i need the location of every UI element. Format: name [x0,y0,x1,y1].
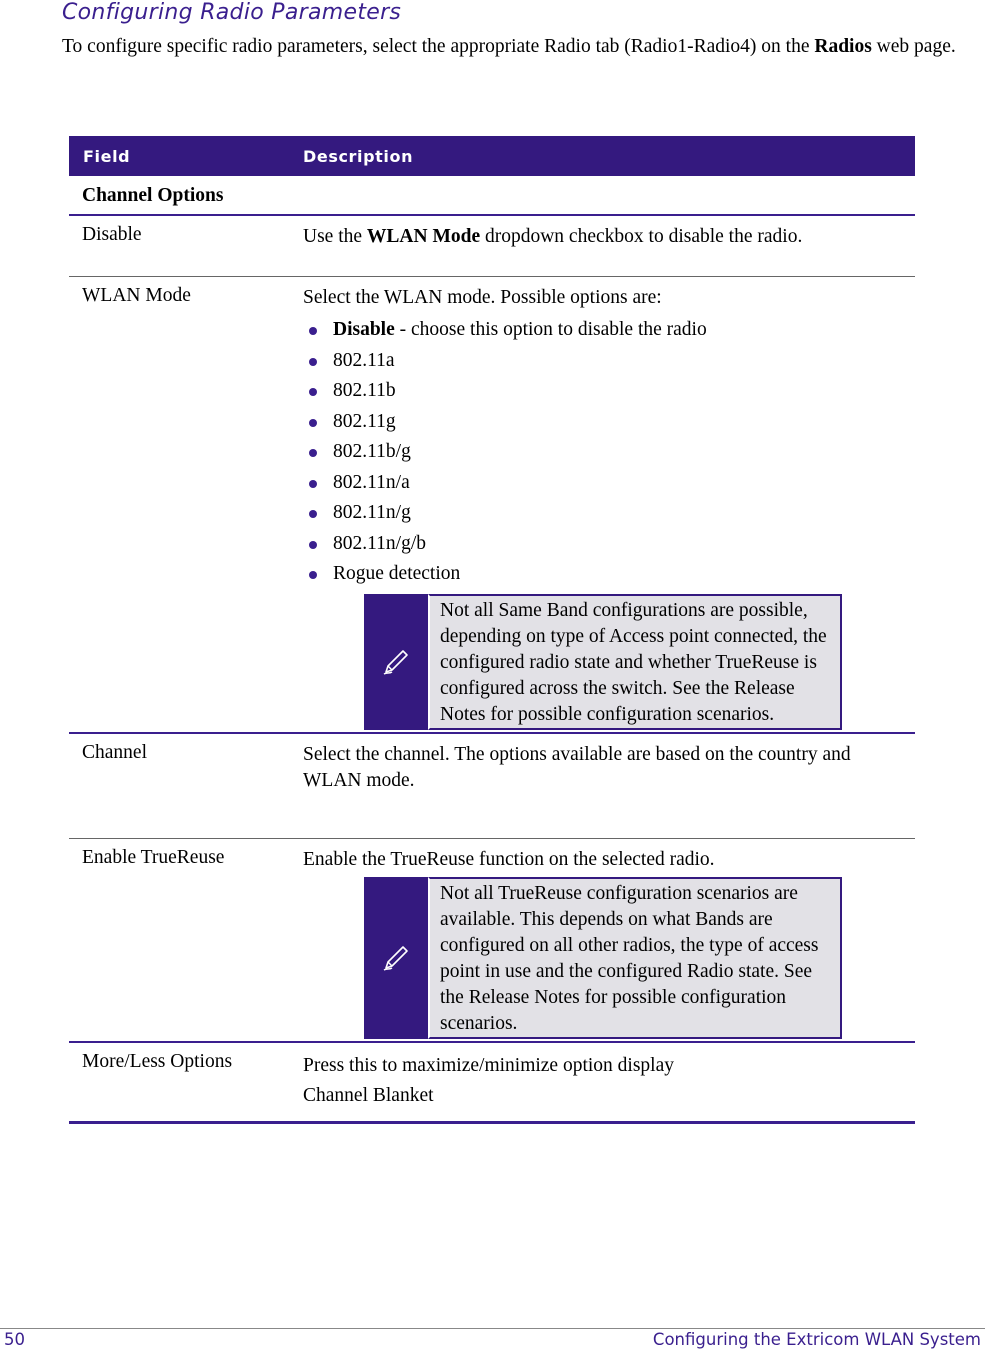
list-item: 802.11b/g [303,437,915,468]
note-icon-cell [364,877,428,1039]
bullet-dot-icon [309,327,317,335]
intro-text: To configure specific radio parameters, select the appropriate Radio tab (Radio1-Radio4) on the [62,36,815,57]
desc-channel: Select the channel. The options available are based on the country and WLAN mode. [290,733,915,839]
list-item: 802.11n/a [303,468,915,499]
table-row-channel [69,733,915,839]
bullet-dot-icon [309,419,317,427]
section-title: Channel Options [69,176,290,215]
list-item: Rogue detection [303,559,915,590]
desc-truereuse: Enable the TrueReuse function on the selected radio. Not all TrueReuse configuration scenarios are available. This depends on what Bands are configured on all other radios, the type of access point in use and the configured Radio state. See the Release Notes for possible configuration scenarios. [290,838,915,1042]
bullet-dot-icon [309,388,317,396]
footer-divider [0,1328,985,1329]
table-row-wlan-mode [69,277,915,733]
list-item: 802.11n/g [303,498,915,529]
table-row-disable [69,215,915,277]
table-row-truereuse [69,838,915,1042]
header-field: Field [69,136,290,176]
section-row [69,176,915,215]
bullet-dot-icon [309,480,317,488]
desc-wlan-mode [290,277,915,733]
field-disable: Disable [69,215,290,277]
note-text: Not all Same Band configurations are possible, depending on type of Access point connected, the configured radio state and whether TrueReuse is configured across the switch. See the Release Notes for possible configuration scenarios. [428,594,842,730]
list-item: 802.11g [303,407,915,438]
pencil-note-icon [381,647,411,677]
note-text: Not all TrueReuse configuration scenarios are available. This depends on what Bands are configured on all other radios, the type of access point in use and the configured Radio state. See the Release Notes for possible configuration scenarios. [428,877,842,1039]
field-wlan-mode: WLAN Mode [69,277,290,733]
pencil-note-icon [381,943,411,973]
desc-disable: Use the WLAN Mode dropdown checkbox to disable the radio. [290,215,915,277]
bullet-dot-icon [309,358,317,366]
page-number: 50 [4,1330,25,1349]
intro-text-end: web page. [871,36,956,57]
table-row-more-less [69,1042,915,1123]
bullet-dot-icon [309,510,317,518]
bullet-dot-icon [309,541,317,549]
field-more-less: More/Less Options [69,1042,290,1123]
intro-paragraph [62,34,962,60]
list-item: Disable - choose this option to disable the radio [303,315,915,346]
bullet-dot-icon [309,449,317,457]
list-item: 802.11n/g/b [303,529,915,560]
list-item: 802.11b [303,376,915,407]
wlan-mode-intro: Select the WLAN mode. Possible options are: [303,287,662,308]
field-description-table [69,136,915,1124]
note-box-wlan-mode [364,594,842,730]
wlan-mode-options-list [303,315,915,590]
footer-title: Configuring the Extricom WLAN System [652,1330,981,1349]
page-heading: Configuring Radio Parameters [62,0,402,25]
bullet-dot-icon [309,571,317,579]
desc-more-less: Press this to maximize/minimize option display Channel Blanket [290,1042,915,1123]
intro-bold: Radios [814,36,872,57]
field-channel: Channel [69,733,290,839]
table-header-row [69,136,915,176]
note-box-truereuse [364,877,842,1039]
field-truereuse: Enable TrueReuse [69,838,290,1042]
header-description: Description [290,136,915,176]
note-icon-cell [364,594,428,730]
list-item: 802.11a [303,346,915,377]
